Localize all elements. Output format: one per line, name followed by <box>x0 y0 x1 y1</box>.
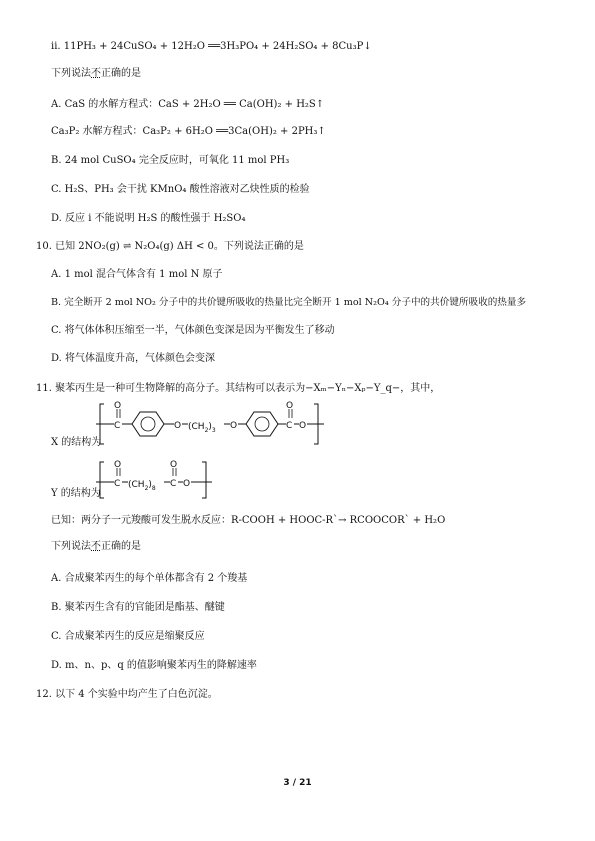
x-structure-diagram <box>98 400 328 456</box>
x-carbon-2: C <box>286 421 293 431</box>
q9-stem-post: 正确的是 <box>101 68 141 79</box>
y-oxygen-top-1: O <box>114 460 122 470</box>
x-oxygen-3: O <box>299 421 307 431</box>
x-benzene-circle-2 <box>255 417 269 431</box>
x-benzene-circle-1 <box>141 417 155 431</box>
y-right-bracket <box>202 462 206 498</box>
x-oxygen-top-2: O <box>286 401 294 411</box>
y-oxygen-top-2: O <box>170 460 178 470</box>
q12-stem: 12. 以下 4 个实验中均产生了白色沉淀。 <box>36 689 218 700</box>
q9-option-b: B. 24 mol CuSO₄ 完全反应时，可氧化 11 mol PH₃ <box>51 155 290 166</box>
q11-option-d: D. m、n、p、q 的值影响聚苯丙生的降解速率 <box>51 660 257 671</box>
x-oxygen-2: O <box>230 421 238 431</box>
x-oxygen-1: O <box>174 421 182 431</box>
x-carbon-1: C <box>114 421 121 431</box>
q10-option-a: A. 1 mol 混合气体含有 1 mol N 原子 <box>51 269 223 280</box>
y-oxygen-3: O <box>183 479 191 489</box>
y-carbon-1: C <box>114 479 121 489</box>
y-ch2-group: $(CH_2)_8$ <box>128 480 156 492</box>
q9-option-a: A. CaS 的水解方程式：CaS + 2H₂O ══ Ca(OH)₂ + H₂S↑ <box>51 99 325 110</box>
x-ch2-group: $(CH_2)_3$ <box>188 422 216 434</box>
q11-stem: 11. 聚苯丙生是一种可生物降解的高分子。其结构可以表示为−Xₘ−Yₙ−Xₚ−Y_q−，其中， <box>36 383 441 394</box>
q11-ask-post: 正确的是 <box>101 541 141 552</box>
q11-option-b: B. 聚苯丙生含有的官能团是酯基、醚键 <box>51 602 225 613</box>
q11-ask <box>51 540 141 554</box>
q9-stem <box>51 67 141 81</box>
q11-known: 已知：两分子一元羧酸可发生脱水反应：R-COOH + HOOC-R`→ RCOOCOR` + H₂O <box>51 515 446 526</box>
q11-option-c: C. 合成聚苯丙生的反应是缩聚反应 <box>51 631 205 642</box>
q10-option-d: D. 将气体温度升高，气体颜色会变深 <box>51 353 216 364</box>
q9-option-d: D. 反应 i 不能说明 H₂S 的酸性强于 H₂SO₄ <box>51 213 246 224</box>
q11-ask-pre: 下列说法 <box>51 541 91 552</box>
x-benzene-ring-2 <box>246 412 278 436</box>
page-number: 3 / 21 <box>283 778 312 788</box>
q11-x-label: X 的结构为 <box>51 437 102 448</box>
q10-stem: 10. 已知 2NO₂(g) ⇌ N₂O₄(g) ΔH < 0。下列说法正确的是 <box>36 241 304 252</box>
y-structure-diagram <box>98 458 218 506</box>
y-carbon-2: C <box>170 479 177 489</box>
q9-stem-emphasis: 不 <box>91 68 101 79</box>
q11-y-label: Y 的结构为 <box>51 488 101 499</box>
q9-option-a-cont: Ca₃P₂ 水解方程式：Ca₃P₂ + 6H₂O ══3Ca(OH)₂ + 2PH₃↑ <box>51 126 326 137</box>
q11-ask-emphasis: 不 <box>91 541 101 552</box>
q10-option-b: B. 完全断开 2 mol NO₂ 分子中的共价键所吸收的热量比完全断开 1 mol N₂O₄ 分子中的共价键所吸收的热量多 <box>51 297 527 308</box>
q11-option-a: A. 合成聚苯丙生的每个单体都含有 2 个羧基 <box>51 573 248 584</box>
q10-option-c: C. 将气体体积压缩至一半，气体颜色变深是因为平衡发生了移动 <box>51 325 335 336</box>
y-left-bracket <box>100 462 104 498</box>
x-oxygen-top-1: O <box>114 401 122 411</box>
q9-stem-pre: 下列说法 <box>51 68 91 79</box>
q9-equation-ii: ii. 11PH₃ + 24CuSO₄ + 12H₂O ══3H₃PO₄ + 24H₂SO₄ + 8Cu₃P↓ <box>51 41 372 52</box>
x-benzene-ring-1 <box>132 412 164 436</box>
q9-option-c: C. H₂S、PH₃ 会干扰 KMnO₄ 酸性溶液对乙炔性质的检验 <box>51 184 310 195</box>
